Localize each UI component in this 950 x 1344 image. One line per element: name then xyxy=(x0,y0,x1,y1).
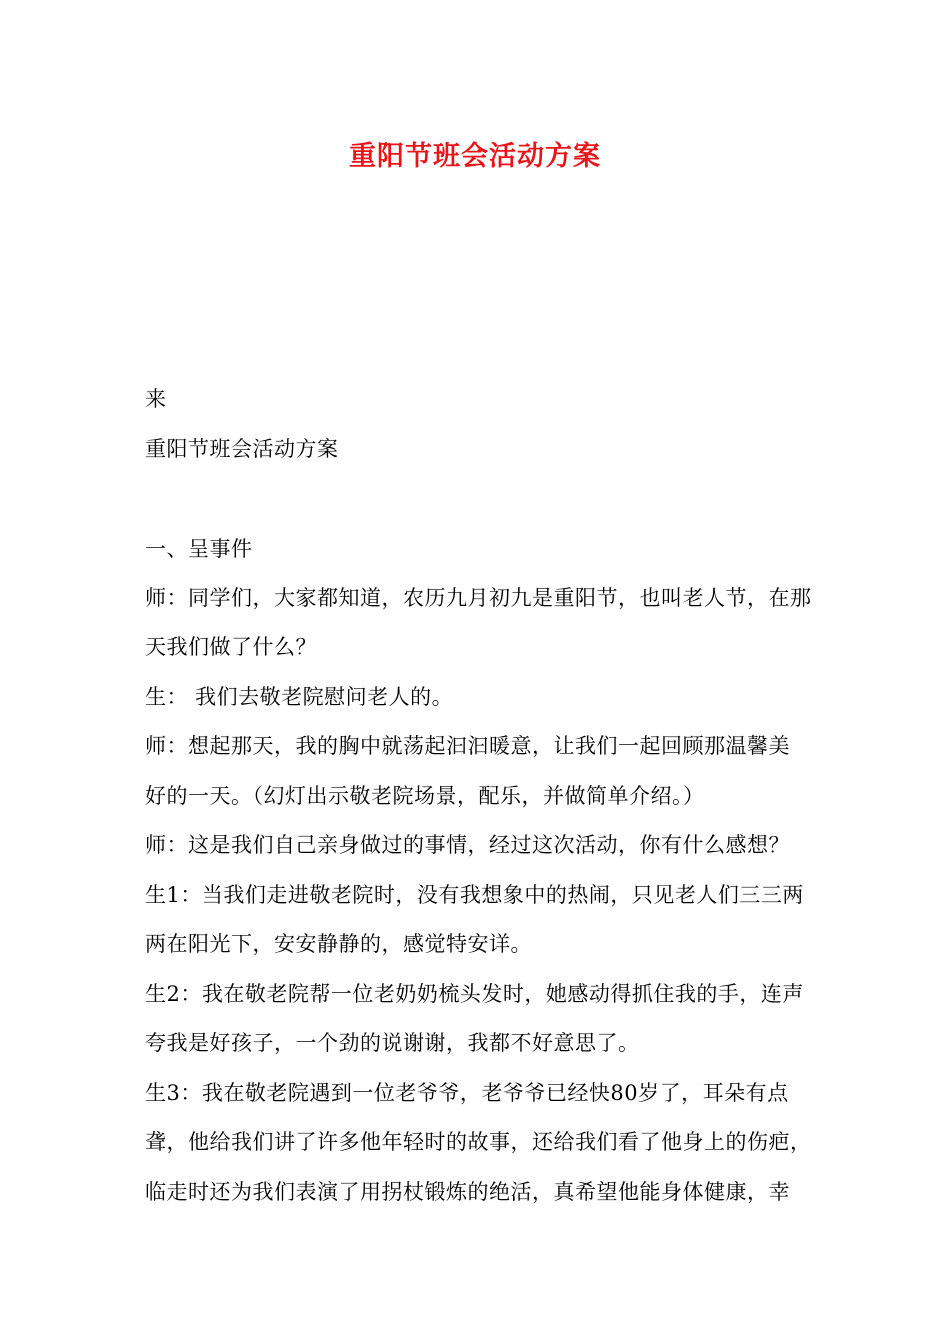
text-line-12: 生2：我在敬老院帮一位老奶奶梳头发时，她感动得抓住我的手，连声 xyxy=(145,982,804,1006)
text-line-13: 夸我是好孩子，一个劲的说谢谢，我都不好意思了。 xyxy=(145,1031,640,1055)
text-line-5: 天我们做了什么？ xyxy=(145,635,317,659)
text-line-9: 师：这是我们自己亲身做过的事情，经过这次活动，你有什么感想？ xyxy=(145,833,790,857)
text-line-7: 师：想起那天，我的胸中就荡起汩汩暖意，让我们一起回顾那温馨美 xyxy=(145,734,790,758)
text-line-11: 两在阳光下，安安静静的，感觉特安详。 xyxy=(145,932,532,956)
text-line-6: 生： 我们去敬老院慰问老人的。 xyxy=(145,685,454,709)
text-line-1: 来 xyxy=(145,387,167,411)
text-line-15: 聋，他给我们讲了许多他年轻时的故事，还给我们看了他身上的伤疤， xyxy=(145,1130,812,1154)
text-line-8: 好的一天。（幻灯出示敬老院场景，配乐，并做简单介绍。） xyxy=(145,784,705,808)
document-title: 重阳节班会活动方案 xyxy=(349,141,601,172)
section-heading: 一、呈事件 xyxy=(145,537,253,561)
text-line-14: 生3：我在敬老院遇到一位老爷爷，老爷爷已经快80岁了，耳朵有点 xyxy=(145,1081,789,1105)
text-line-4: 师：同学们，大家都知道，农历九月初九是重阳节，也叫老人节，在那 xyxy=(145,586,812,610)
subtitle-line: 重阳节班会活动方案 xyxy=(145,437,339,461)
text-line-16: 临走时还为我们表演了用拐杖锻炼的绝活，真希望他能身体健康，幸 xyxy=(145,1180,790,1204)
text-line-10: 生1：当我们走进敬老院时，没有我想象中的热闹，只见老人们三三两 xyxy=(145,883,804,907)
